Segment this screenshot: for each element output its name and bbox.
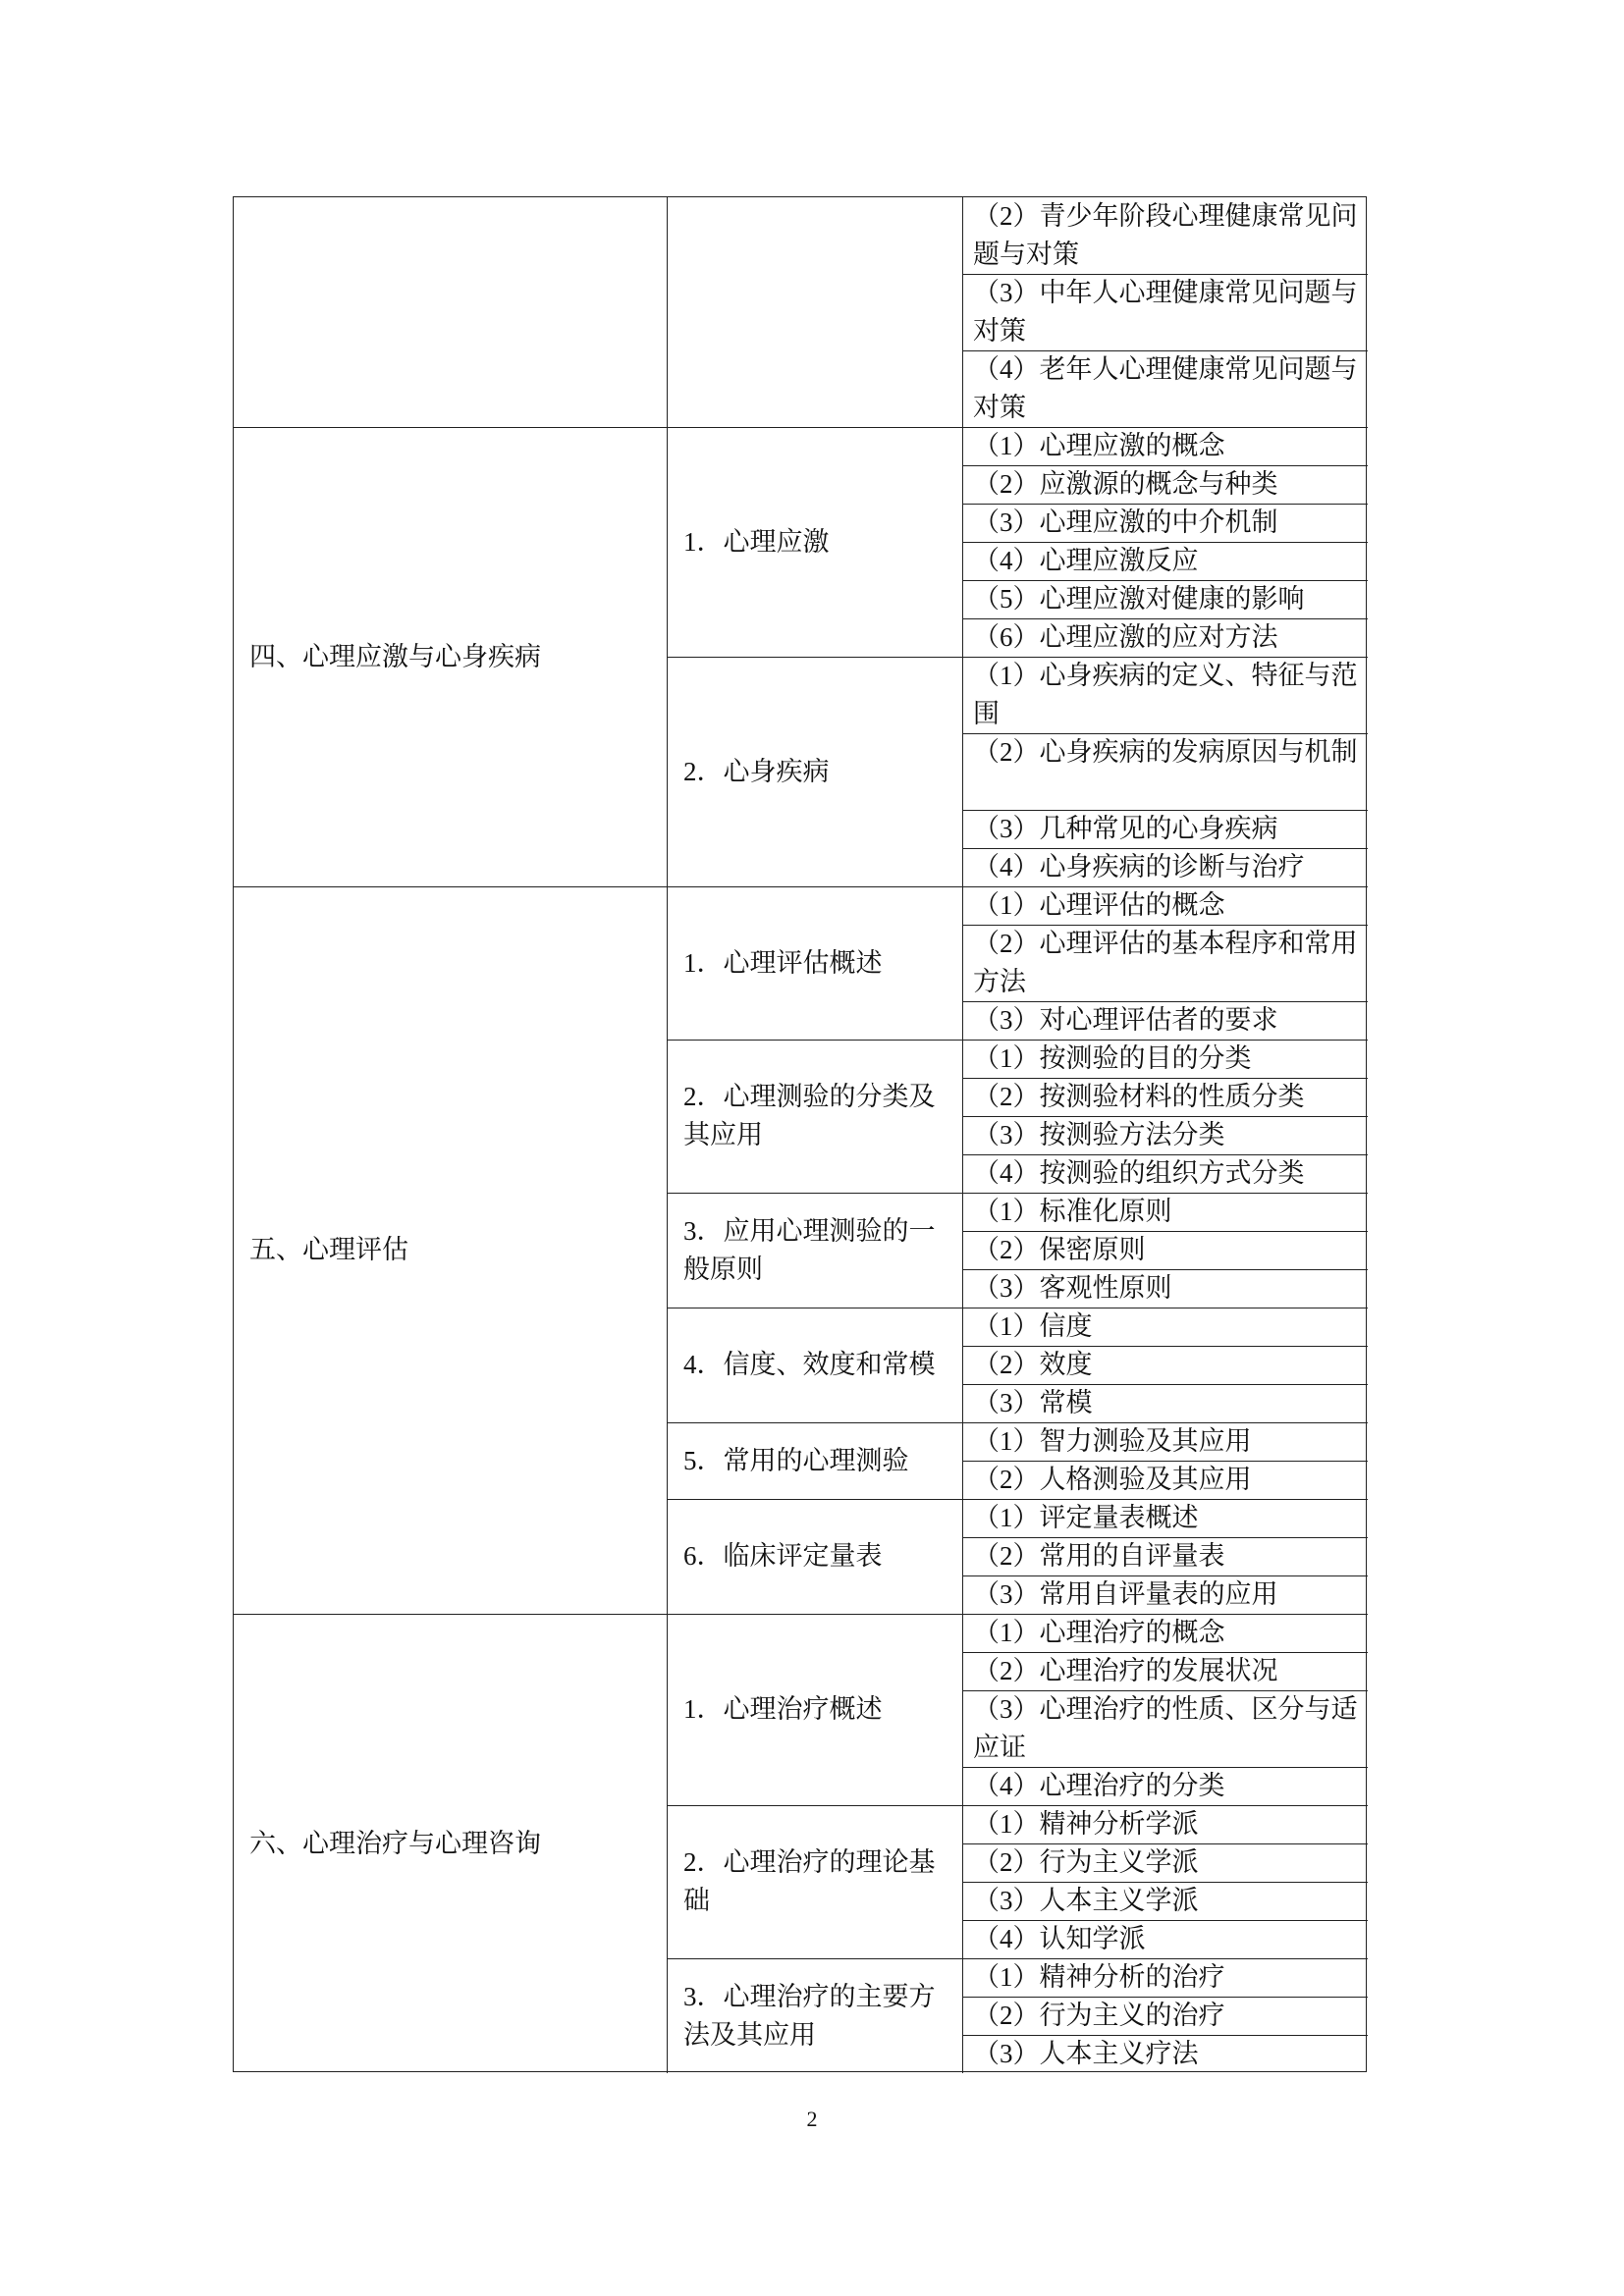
subtopic-cell-text: （4）心理治疗的分类 — [973, 1771, 1225, 1800]
subtopic-cell-text: （3）常模 — [973, 1388, 1093, 1417]
subtopic-cell — [962, 848, 1368, 886]
topic-cell-text: 3．心理治疗的主要方法及其应用 — [683, 1981, 936, 2050]
subtopic-cell-text: （3）人本主义学派 — [973, 1886, 1199, 1915]
topic-cell — [667, 1422, 962, 1499]
subtopic-cell — [962, 1346, 1368, 1384]
topic-cell — [667, 886, 962, 1040]
topic-cell-text: 2．心理治疗的理论基础 — [683, 1847, 936, 1915]
subtopic-cell — [962, 1843, 1368, 1882]
subtopic-cell — [962, 1116, 1368, 1154]
subtopic-cell-text: （2）按测验材料的性质分类 — [973, 1082, 1305, 1111]
subtopic-cell-text: （4）认知学派 — [973, 1924, 1146, 1953]
topic-cell — [667, 1193, 962, 1308]
subtopic-cell — [962, 1308, 1368, 1346]
section-cell — [234, 197, 667, 427]
subtopic-cell — [962, 1958, 1368, 1997]
subtopic-cell — [962, 427, 1368, 465]
topic-cell — [667, 1614, 962, 1805]
subtopic-cell-text: （4）按测验的组织方式分类 — [973, 1158, 1305, 1188]
subtopic-cell-text: （3）人本主义疗法 — [973, 2039, 1199, 2068]
subtopic-cell — [962, 1499, 1368, 1537]
subtopic-cell — [962, 1882, 1368, 1920]
subtopic-cell — [962, 810, 1368, 848]
subtopic-cell-text: （4）老年人心理健康常见问题与对策 — [973, 354, 1358, 422]
subtopic-cell — [962, 1652, 1368, 1690]
subtopic-cell-text: （2）保密原则 — [973, 1235, 1146, 1264]
subtopic-cell-text: （2）心身疾病的发病原因与机制 — [973, 737, 1358, 767]
subtopic-cell — [962, 1997, 1368, 2035]
subtopic-cell — [962, 1001, 1368, 1040]
subtopic-cell-text: （1）精神分析的治疗 — [973, 1962, 1225, 1992]
subtopic-cell-text: （1）心理应激的概念 — [973, 431, 1225, 460]
subtopic-cell-text: （1）评定量表概述 — [973, 1503, 1199, 1532]
subtopic-cell-text: （2）青少年阶段心理健康常见问题与对策 — [973, 201, 1358, 269]
subtopic-cell-text: （3）按测验方法分类 — [973, 1120, 1225, 1149]
subtopic-cell — [962, 886, 1368, 925]
topic-cell — [667, 1308, 962, 1422]
subtopic-cell — [962, 274, 1368, 350]
subtopic-cell — [962, 1154, 1368, 1193]
topic-cell — [667, 427, 962, 657]
subtopic-cell-text: （3）常用自评量表的应用 — [973, 1579, 1278, 1609]
subtopic-cell — [962, 1461, 1368, 1499]
section-cell-text: 五、心理评估 — [249, 1235, 408, 1264]
subtopic-cell-text: （4）心身疾病的诊断与治疗 — [973, 852, 1305, 881]
subtopic-cell — [962, 1422, 1368, 1461]
subtopic-cell — [962, 1690, 1368, 1767]
subtopic-cell — [962, 657, 1368, 733]
section-cell-text: 六、心理治疗与心理咨询 — [249, 1828, 541, 1858]
subtopic-cell-text: （5）心理应激对健康的影响 — [973, 584, 1305, 614]
subtopic-cell-text: （2）人格测验及其应用 — [973, 1465, 1252, 1494]
subtopic-cell — [962, 350, 1368, 427]
topic-cell — [667, 1805, 962, 1958]
subtopic-cell — [962, 197, 1368, 274]
subtopic-cell — [962, 1078, 1368, 1116]
subtopic-cell — [962, 1384, 1368, 1422]
subtopic-cell-text: （3）客观性原则 — [973, 1273, 1172, 1303]
subtopic-cell — [962, 1920, 1368, 1958]
section-cell — [234, 427, 667, 886]
subtopic-cell-text: （2）效度 — [973, 1350, 1093, 1379]
subtopic-cell-text: （3）几种常见的心身疾病 — [973, 814, 1278, 843]
topic-cell — [667, 1958, 962, 2073]
subtopic-cell — [962, 1537, 1368, 1575]
topic-cell-text: 5．常用的心理测验 — [683, 1445, 909, 1475]
section-cell — [234, 886, 667, 1614]
subtopic-cell-text: （3）中年人心理健康常见问题与对策 — [973, 278, 1358, 346]
syllabus-table — [233, 196, 1367, 2072]
topic-cell-text: 1．心理评估概述 — [683, 947, 883, 978]
subtopic-cell — [962, 580, 1368, 618]
topic-cell — [667, 657, 962, 886]
subtopic-cell-text: （1）信度 — [973, 1311, 1093, 1341]
subtopic-cell-text: （1）标准化原则 — [973, 1197, 1172, 1226]
subtopic-cell-text: （2）应激源的概念与种类 — [973, 469, 1278, 499]
subtopic-cell — [962, 2035, 1368, 2073]
topic-cell-text: 2．心身疾病 — [683, 756, 830, 786]
topic-cell — [667, 1040, 962, 1193]
page-number: 2 — [806, 2107, 818, 2131]
topic-cell-text: 6．临床评定量表 — [683, 1541, 883, 1571]
subtopic-cell-text: （2）心理治疗的发展状况 — [973, 1656, 1278, 1685]
subtopic-cell-text: （1）心理评估的概念 — [973, 890, 1225, 920]
topic-cell-text: 3．应用心理测验的一般原则 — [683, 1215, 936, 1284]
subtopic-cell — [962, 1040, 1368, 1078]
subtopic-cell-text: （1）按测验的目的分类 — [973, 1043, 1252, 1073]
section-cell-text: 四、心理应激与心身疾病 — [249, 641, 541, 671]
subtopic-cell-text: （2）心理评估的基本程序和常用方法 — [973, 929, 1358, 996]
subtopic-cell — [962, 504, 1368, 542]
subtopic-cell — [962, 1575, 1368, 1614]
subtopic-cell — [962, 1614, 1368, 1652]
subtopic-cell-text: （1）心理治疗的概念 — [973, 1618, 1225, 1647]
subtopic-cell — [962, 1193, 1368, 1231]
subtopic-cell-text: （2）行为主义学派 — [973, 1847, 1199, 1877]
subtopic-cell — [962, 618, 1368, 657]
subtopic-cell — [962, 542, 1368, 580]
topic-cell — [667, 1499, 962, 1614]
subtopic-cell — [962, 1767, 1368, 1805]
topic-cell-text: 4．信度、效度和常模 — [683, 1350, 936, 1379]
subtopic-cell — [962, 465, 1368, 504]
subtopic-cell — [962, 1269, 1368, 1308]
subtopic-cell-text: （1）心身疾病的定义、特征与范围 — [973, 661, 1358, 728]
topic-cell — [667, 197, 962, 427]
subtopic-cell-text: （1）精神分析学派 — [973, 1809, 1199, 1839]
subtopic-cell-text: （1）智力测验及其应用 — [973, 1426, 1252, 1456]
subtopic-cell-text: （3）心理治疗的性质、区分与适应证 — [973, 1694, 1358, 1762]
section-cell — [234, 1614, 667, 2073]
topic-cell-text: 1．心理应激 — [683, 526, 830, 557]
topic-cell-text: 1．心理治疗概述 — [683, 1694, 883, 1724]
subtopic-cell-text: （2）行为主义的治疗 — [973, 2001, 1225, 2030]
subtopic-cell — [962, 1805, 1368, 1843]
subtopic-cell — [962, 733, 1368, 810]
subtopic-cell-text: （4）心理应激反应 — [973, 546, 1199, 575]
subtopic-cell — [962, 1231, 1368, 1269]
subtopic-cell-text: （3）对心理评估者的要求 — [973, 1005, 1278, 1035]
subtopic-cell-text: （6）心理应激的应对方法 — [973, 622, 1278, 652]
topic-cell-text: 2．心理测验的分类及其应用 — [683, 1082, 936, 1149]
subtopic-cell-text: （2）常用的自评量表 — [973, 1541, 1225, 1571]
subtopic-cell-text: （3）心理应激的中介机制 — [973, 507, 1278, 537]
subtopic-cell — [962, 925, 1368, 1001]
